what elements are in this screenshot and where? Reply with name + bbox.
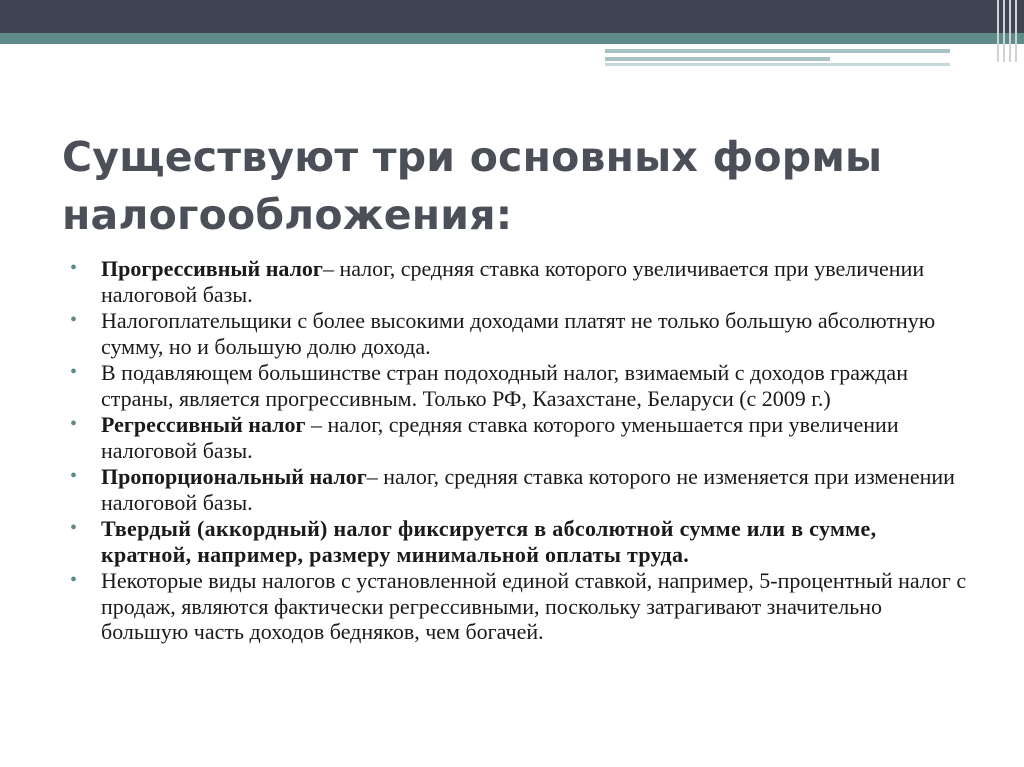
term-progressive: Прогрессивный налог — [101, 256, 323, 281]
item-text: – налог, средняя ставка которого не изменяется при изменении налоговой базы. — [101, 464, 955, 515]
list-item — [70, 516, 970, 567]
decor-stripe — [605, 63, 950, 66]
item-text: В подавляющем большинстве стран подоходный налог, взимаемый с доходов граждан страны, является прогрессивным. Только РФ, Казахстане, Беларуси (с 2009 г.) — [101, 360, 908, 411]
list-item — [70, 256, 970, 307]
item-text: – налог, средняя ставка которого уменьшается при увеличении налоговой базы. — [101, 412, 899, 463]
term-proportional: Пропорциональный налог — [101, 464, 367, 489]
list-item — [70, 412, 970, 463]
decor-vertical-line — [1015, 0, 1017, 62]
bullet-icon: • — [70, 309, 78, 331]
list-item — [70, 464, 970, 515]
bullet-icon: • — [70, 465, 78, 487]
bullet-list — [70, 256, 970, 646]
term-regressive: Регрессивный налог — [101, 412, 306, 437]
top-bar-accent — [0, 33, 1024, 44]
slide-title: Существуют три основных формы налогообложения: — [62, 133, 883, 239]
decor-stripe — [605, 49, 950, 53]
item-text: – налог, средняя ставка которого увеличивается при увеличении налоговой базы. — [101, 256, 925, 307]
bullet-icon: • — [70, 413, 78, 435]
bullet-icon: • — [70, 569, 78, 591]
top-bar-dark — [0, 0, 1024, 33]
bullet-icon: • — [70, 257, 78, 279]
decor-vertical-line — [1003, 0, 1005, 62]
item-text: Некоторые виды налогов с установленной единой ставкой, например, 5-процентный налог с продаж, являются фактически регрессивными, поскольку затрагивают значительно большую часть доходов бедняков, чем богачей. — [101, 568, 967, 644]
list-item — [70, 568, 970, 645]
bullet-icon: • — [70, 517, 78, 539]
list-item — [70, 308, 970, 359]
bullet-icon: • — [70, 361, 78, 383]
decor-vertical-line — [1009, 0, 1011, 62]
item-text: Налогоплательщики с более высокими доходами платят не только большую абсолютную сумму, но и большую долю дохода. — [101, 308, 936, 359]
list-item — [70, 360, 970, 411]
item-text-bold: Твердый (аккордный) налог фиксируется в абсолютной сумме или в сумме, кратной, например, размеру минимальной оплаты труда. — [101, 516, 877, 567]
decor-stripe — [605, 57, 830, 61]
decor-vertical-line — [997, 0, 999, 62]
